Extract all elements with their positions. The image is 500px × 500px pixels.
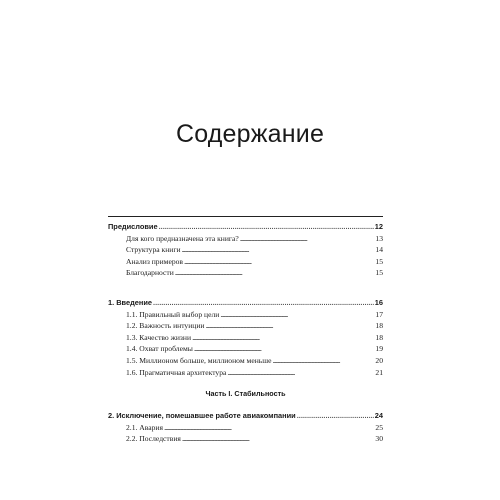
- dot-leader: [159, 221, 374, 233]
- dot-leader: [182, 244, 375, 256]
- toc-page-number: 24: [374, 411, 383, 421]
- toc-section-label: Предисловие: [108, 222, 158, 231]
- section-spacer: [108, 378, 383, 388]
- toc-entry-label: 1.3. Качество жизни: [126, 332, 192, 342]
- toc-entry-label: 1.5. Миллионом больше, миллионом меньше: [126, 355, 272, 365]
- toc-page-number: 13: [375, 233, 383, 243]
- toc-section-heading[interactable]: [108, 410, 383, 422]
- dot-leader: [220, 309, 374, 321]
- dot-leader: [240, 233, 375, 245]
- toc-page-number: 18: [375, 321, 383, 331]
- toc-section-label: 1. Введение: [108, 297, 153, 307]
- dot-leader: [182, 433, 375, 445]
- toc-entry-label: 1.2. Важность интуиции: [126, 321, 205, 331]
- toc-entry[interactable]: [108, 332, 383, 344]
- toc-entry[interactable]: [108, 343, 383, 355]
- toc-entry[interactable]: [108, 320, 383, 332]
- toc-entry-label: 1.4. Охват проблемы: [126, 344, 193, 354]
- toc-entry-label: 2.1. Авария: [126, 422, 163, 432]
- toc-page-number: 21: [375, 367, 383, 377]
- toc-page-number: 15: [375, 268, 383, 278]
- toc-section-heading[interactable]: [108, 297, 383, 309]
- dot-leader: [297, 410, 374, 422]
- toc-entry[interactable]: [108, 244, 383, 256]
- dot-leader: [153, 297, 374, 309]
- toc-page-number: 16: [374, 297, 383, 307]
- toc-page-number: 12: [374, 222, 383, 231]
- dot-leader: [164, 422, 374, 434]
- dot-leader: [227, 367, 374, 379]
- toc-entry[interactable]: [108, 233, 383, 245]
- toc-entry-label: Благодарности: [126, 268, 174, 278]
- toc-entry-label: Структура книги: [126, 245, 181, 255]
- dot-leader: [192, 332, 374, 344]
- dot-leader: [194, 343, 375, 355]
- toc-section-label: 2. Исключение, помешавшее работе авиакомпании: [108, 411, 296, 421]
- toc-page-number: 18: [375, 332, 383, 342]
- toc-entry[interactable]: [108, 256, 383, 268]
- toc-entry[interactable]: [108, 309, 383, 321]
- toc-entry-label: 1.1. Правильный выбор цели: [126, 309, 220, 319]
- dot-leader: [175, 267, 375, 279]
- toc-entry-label: Для кого предназначена эта книга?: [126, 233, 239, 243]
- table-of-contents: [108, 216, 383, 445]
- toc-entry[interactable]: [108, 422, 383, 434]
- dot-leader: [184, 256, 374, 268]
- page-title: Содержание: [175, 120, 325, 148]
- toc-page-number: 19: [375, 344, 383, 354]
- toc-entry-label: Анализ примеров: [126, 256, 184, 266]
- toc-entry[interactable]: [108, 267, 383, 279]
- toc-page-number: 14: [375, 245, 383, 255]
- toc-entry[interactable]: [108, 367, 383, 379]
- section-spacer: [108, 279, 383, 297]
- dot-leader: [272, 355, 374, 367]
- toc-entry-label: 1.6. Прагматичная архитектура: [126, 367, 227, 377]
- toc-entry-label: 2.2. Последствия: [126, 434, 181, 444]
- toc-page-number: 20: [375, 355, 383, 365]
- toc-part-heading: Часть I. Стабильность: [205, 389, 286, 399]
- toc-page-number: 25: [375, 422, 383, 432]
- toc-section-heading[interactable]: [108, 221, 383, 233]
- dot-leader: [205, 320, 374, 332]
- toc-page-number: 17: [375, 309, 383, 319]
- toc-entry[interactable]: [108, 355, 383, 367]
- toc-page-number: 15: [375, 256, 383, 266]
- toc-page-number: 30: [375, 434, 383, 444]
- toc-entry[interactable]: [108, 433, 383, 445]
